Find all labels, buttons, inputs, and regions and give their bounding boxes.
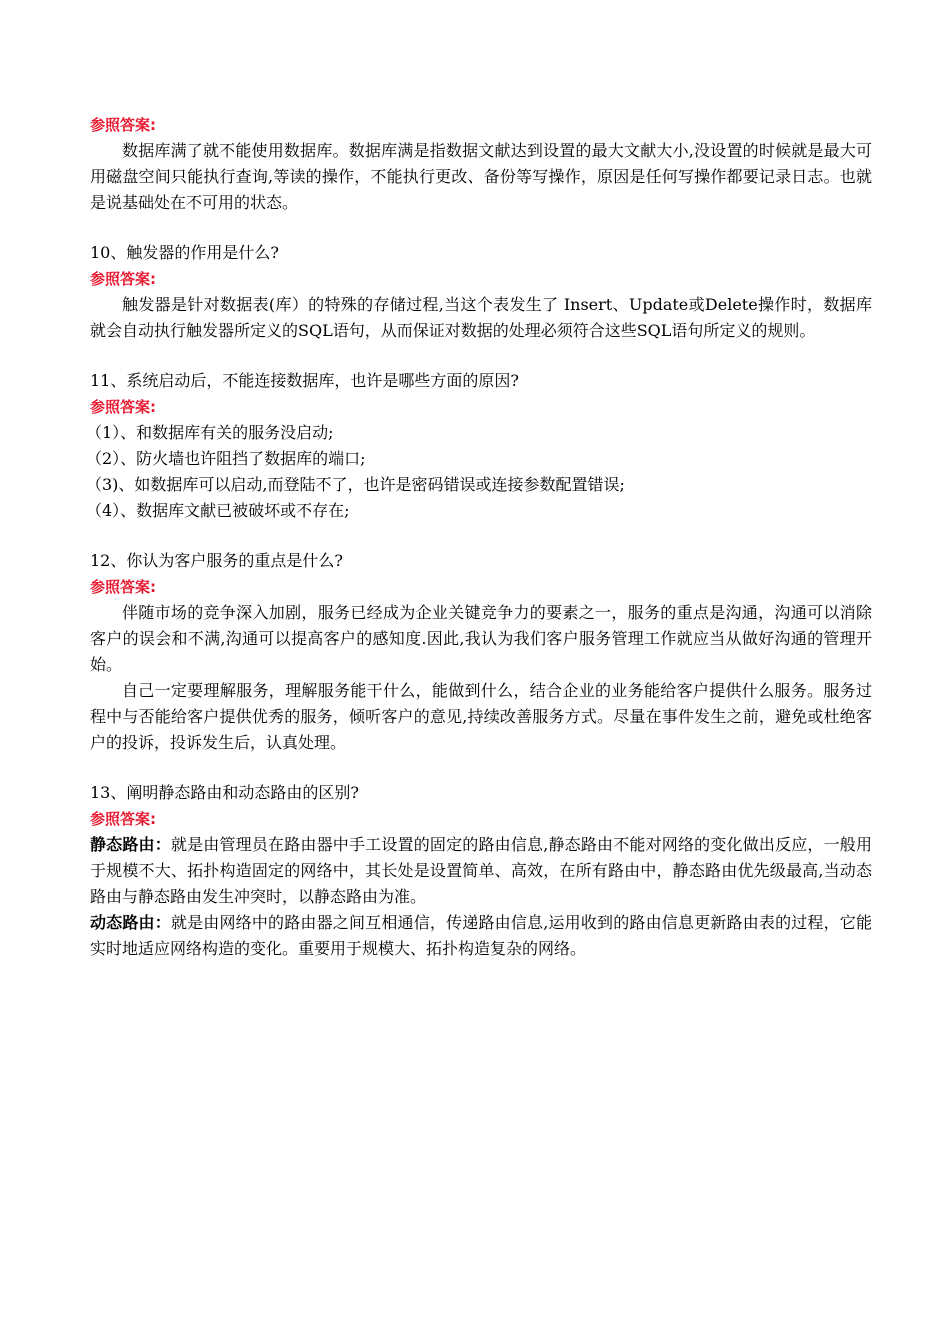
dynamic-route-text: 就是由网络中的路由器之间互相通信，传递路由信息,运用收到的路由信息更新路由表的过程，它能实时地适应网络构造的变化。重要用于规模大、拓扑构造复杂的网络。: [90, 913, 872, 958]
answer-paragraph: 触发器是针对数据表(库）的特殊的存储过程,当这个表发生了 Insert、Update或Delete操作时，数据库就会自动执行触发器所定义的SQL语句，从而保证对数据的处理必须符合这些SQL语句所定义的规则。: [90, 295, 872, 340]
static-route-paragraph: [90, 832, 872, 910]
question-12: 12、你认为客户服务的重点是什么?: [90, 551, 343, 570]
list-item: （4）、数据库文献已被破坏或不存在;: [86, 501, 350, 520]
list-item: （2）、防火墙也许阻挡了数据库的端口;: [86, 449, 366, 468]
answer-label: 参照答案:: [90, 116, 156, 134]
document-page: [86, 112, 872, 962]
dynamic-route-paragraph: [90, 910, 872, 962]
list-item: （3)、如数据库可以启动,而登陆不了，也许是密码错误或连接参数配置错误;: [86, 475, 625, 494]
answer-paragraph: 数据库满了就不能使用数据库。数据库满是指数据文献达到设置的最大文献大小,没设置的时候就是最大可用磁盘空间只能执行查询,等读的操作，不能执行更改、备份等写操作，原因是任何写操作都要记录日志。也就是说基础处在不可用的状态。: [90, 141, 872, 212]
answer-label: 参照答案:: [90, 398, 156, 416]
static-route-text: 就是由管理员在路由器中手工设置的固定的路由信息,静态路由不能对网络的变化做出反应，一般用于规模不大、拓扑构造固定的网络中，其长处是设置简单、高效，在所有路由中，静态路由优先级最高,当动态路由与静态路由发生冲突时，以静态路由为准。: [90, 835, 872, 906]
question-11: 11、系统启动后，不能连接数据库，也许是哪些方面的原因?: [90, 371, 519, 390]
answer-paragraph: 自己一定要理解服务，理解服务能干什么，能做到什么，结合企业的业务能给客户提供什么服务。服务过程中与否能给客户提供优秀的服务，倾听客户的意见,持续改善服务方式。尽量在事件发生之前，避免或杜绝客户的投诉，投诉发生后，认真处理。: [90, 681, 872, 752]
answer-paragraph: 伴随市场的竞争深入加剧，服务已经成为企业关键竞争力的要素之一，服务的重点是沟通，沟通可以消除客户的误会和不满,沟通可以提高客户的感知度.因此,我认为我们客户服务管理工作就应当从做好沟通的管理开始。: [90, 603, 872, 674]
answer-label: 参照答案:: [90, 270, 156, 288]
dynamic-route-label: 动态路由：: [90, 913, 171, 932]
question-13: 13、阐明静态路由和动态路由的区别?: [90, 783, 359, 802]
static-route-label: 静态路由：: [90, 835, 171, 854]
list-item: （1）、和数据库有关的服务没启动;: [86, 423, 334, 442]
answer-label: 参照答案:: [90, 578, 156, 596]
question-10: 10、触发器的作用是什么?: [90, 243, 279, 262]
answer-label: 参照答案:: [90, 810, 156, 828]
